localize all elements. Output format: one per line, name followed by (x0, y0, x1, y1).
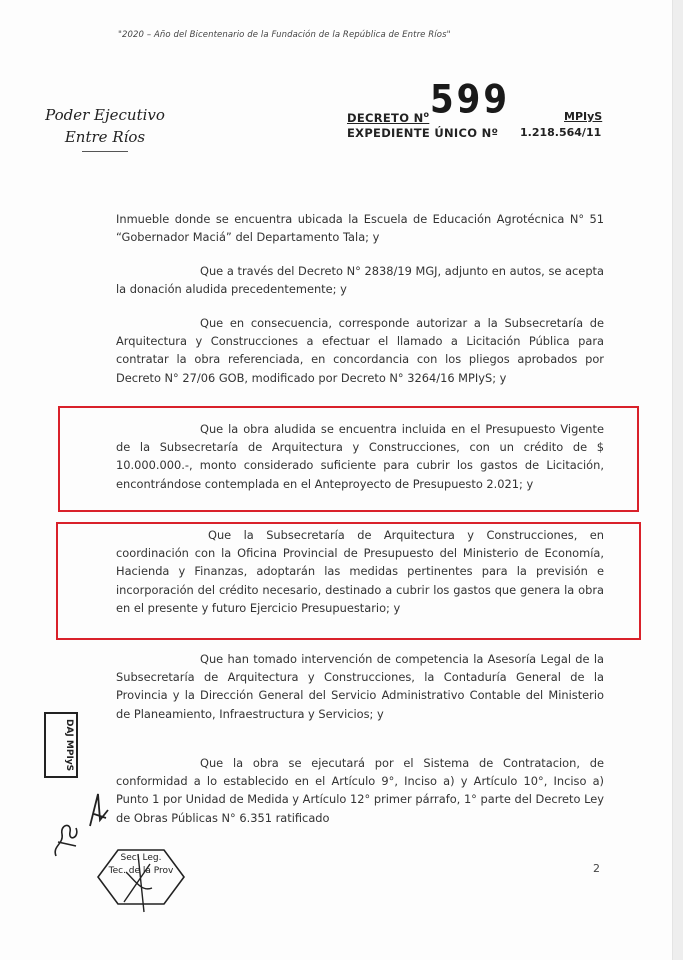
paragraph-3: Que en consecuencia, corresponde autorizar a la Subsecretaría de Arquitectura y Construcciones a efectuar el llamado a Licitación Pública para contratar la obra referenciada, en concordancia con los pliegos aprobados por Decreto N° 27/06 GOB, modificado por Decreto N° 3264/16 MPIyS; y (116, 316, 604, 385)
org-line-1: Poder Ejecutivo (45, 106, 165, 124)
highlight-box-1 (58, 406, 639, 512)
decree-number: 599 (430, 77, 510, 123)
paragraph-2: Que a través del Decreto N° 2838/19 MGJ, adjunto en autos, se acepta la donación aludida precedentemente; y (116, 264, 604, 297)
page-number: 2 (593, 862, 600, 875)
side-stamp: DAJ MPIyS (44, 712, 78, 778)
expediente-value: 1.218.564/11 (520, 126, 602, 139)
paragraph-1: Inmueble donde se encuentra ubicada la Escuela de Educación Agrotécnica N° 51 “Gobernador Maciá” del Departamento Tala; y (116, 212, 604, 245)
paragraph-7: Que la obra se ejecutará por el Sistema de Contratacion, de conformidad a lo establecido en el Artículo 9°, Inciso a) y Artículo 10°, Inciso a) Punto 1 por Unidad de Medida y Artículo 12° primer párrafo, 1° parte del Decreto Ley de Obras Públicas N° 6.351 ratificado (116, 756, 604, 825)
decree-ministry: MPIyS (564, 110, 603, 123)
highlight-box-2 (56, 522, 641, 640)
organization-letterhead (40, 104, 170, 152)
header-motto: "2020 – Año del Bicentenario de la Fundación de la República de Entre Ríos" (118, 30, 451, 40)
stamp-signature-icon (118, 852, 158, 916)
initials-signature-icon (50, 816, 84, 860)
org-underline (82, 151, 128, 152)
paragraph-6: Que han tomado intervención de competencia la Asesoría Legal de la Subsecretaría de Arquitectura y Construcciones, la Contaduría General de la Provincia y la Dirección General del Servicio Administrativo Contable del Ministerio de Planeamiento, Infraestructura y Servicios; y (116, 652, 604, 721)
decree-label: DECRETO $N^o$ (347, 110, 430, 125)
signature-mark-icon (84, 790, 114, 830)
expediente-label: EXPEDIENTE ÚNICO Nº (347, 126, 499, 140)
org-line-2: Entre Ríos (64, 128, 146, 146)
paragraph-4: Que la obra aludida se encuentra incluida en el Presupuesto Vigente de la Subsecretaría de Arquitectura y Construcciones, con un crédito de $ 10.000.000.-, monto considerado suficiente para cubrir los gastos de Licitación, encontrándose contemplada en el Anteproyecto de Presupuesto 2.021; y (116, 422, 604, 491)
hexagon-stamp-text: Sec. Leg. Tec. de la Prov (108, 853, 174, 876)
paragraph-5: Que la Subsecretaría de Arquitectura y Construcciones, en coordinación con la Oficina Provincial de Presupuesto del Ministerio de Economía, Hacienda y Finanzas, adoptarán las medidas pertinentes para la previsión e incorporación del crédito necesario, destinado a cubrir los gastos que genera la obra en el presente y futuro Ejercicio Presupuestario; y (116, 528, 604, 615)
